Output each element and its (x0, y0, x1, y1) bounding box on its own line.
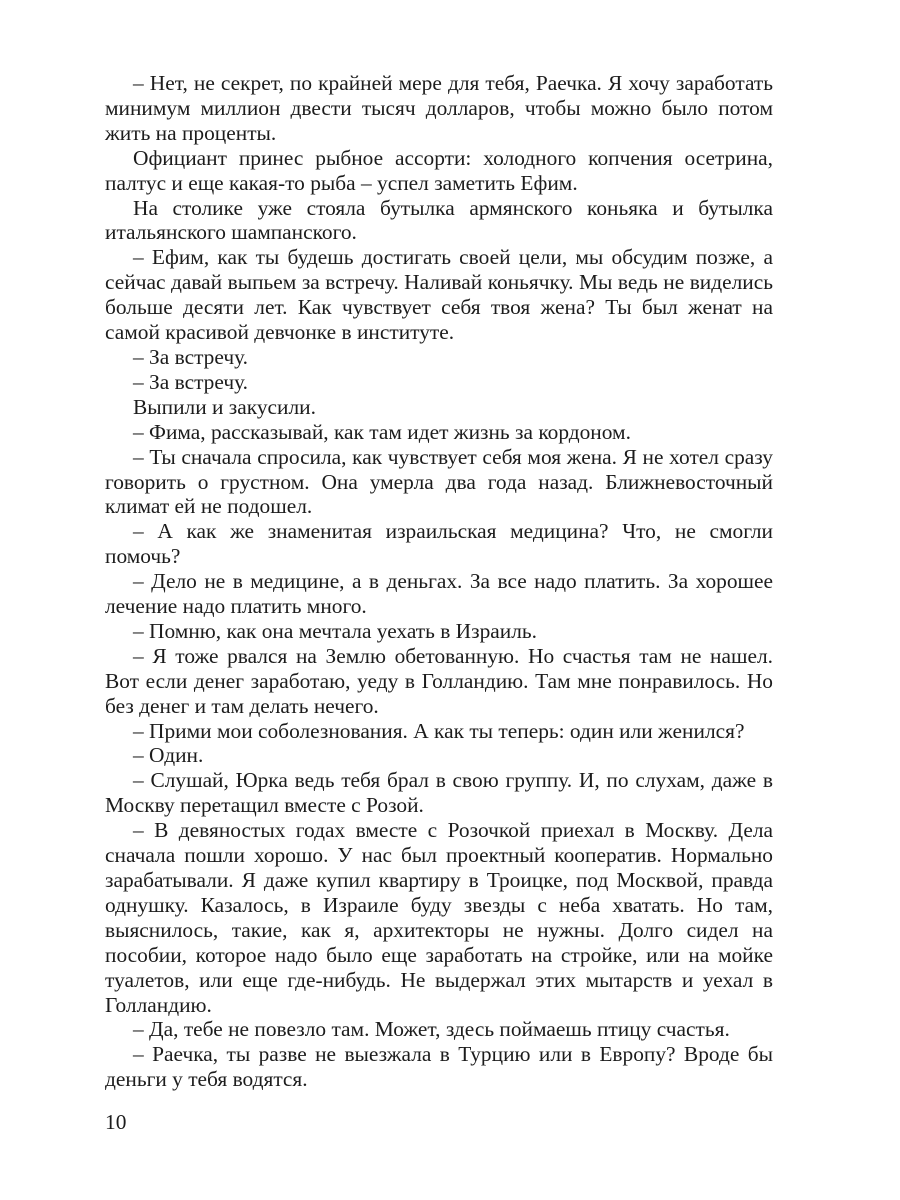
paragraph: – В девяностых годах вместе с Розочкой приехал в Москву. Дела сначала пошли хорошо. У нас был проектный кооператив. Нормально зарабатывали. Я даже купил квартиру в Троицке, под Москвой, правда однушку. Казалось, в Израиле буду звезды с неба хватать. Но там, выяснилось, такие, как я, архитекторы не нужны. Долго сидел на пособии, которое надо было еще заработать на стройке, или на мойке туалетов, или еще где-нибудь. Не выдержал этих мытарств и уехал в Голландию. (105, 818, 773, 1017)
paragraph: – Прими мои соболезнования. А как ты теперь: один или женился? (133, 718, 745, 743)
paragraph: Выпили и закусили. (133, 394, 316, 419)
page-number: 10 (105, 1110, 127, 1134)
paragraph: – Нет, не секрет, по крайней мере для тебя, Раечка. Я хочу заработать минимум миллион двести тысяч долларов, чтобы можно было потом жить на проценты. (105, 71, 773, 145)
paragraph: – Дело не в медицине, а в деньгах. За все надо платить. За хорошее лечение надо платить много. (105, 569, 773, 619)
paragraph: – Один. (133, 743, 204, 768)
paragraph: – Фима, рассказывай, как там идет жизнь за кордоном. (133, 419, 631, 444)
paragraph: – Ты сначала спросила, как чувствует себя моя жена. Я не хотел сразу говорить о грустном. Она умерла два года назад. Ближневосточный климат ей не подошел. (105, 444, 773, 519)
paragraph: – За встречу. (133, 344, 248, 369)
paragraph: – Слушай, Юрка ведь тебя брал в свою группу. И, по слухам, даже в Москву перетащил вместе с Розой. (105, 768, 773, 818)
paragraph: Официант принес рыбное ассорти: холодного копчения осетрина, палтус и еще какая-то рыба – успел заметить Ефим. (105, 145, 773, 195)
paragraph: – Ефим, как ты будешь достигать своей цели, мы обсудим позже, а сейчас давай выпьем за встречу. Наливай коньячку. Мы ведь не виделись больше десяти лет. Как чувствует себя твоя жена? Ты был женат на самой красивой девчонке в институте. (105, 245, 773, 345)
paragraph: – А как же знаменитая израильская медицина? Что, не смогли помочь? (105, 519, 773, 569)
paragraph: На столике уже стояла бутылка армянского коньяка и бутылка итальянского шампанского. (105, 195, 773, 245)
paragraph: – За встречу. (133, 369, 248, 394)
body-text (105, 71, 773, 1092)
paragraph: – Я тоже рвался на Землю обетованную. Но счастья там не нашел. Вот если денег заработаю, уеду в Голландию. Там мне понравилось. Но без денег и там делать нечего. (105, 643, 773, 718)
paragraph: – Раечка, ты разве не выезжала в Турцию или в Европу? Вроде бы деньги у тебя водятся. (105, 1042, 773, 1092)
paragraph: – Помню, как она мечтала уехать в Израиль. (133, 618, 537, 643)
paragraph: – Да, тебе не повезло там. Может, здесь поймаешь птицу счастья. (133, 1017, 730, 1042)
